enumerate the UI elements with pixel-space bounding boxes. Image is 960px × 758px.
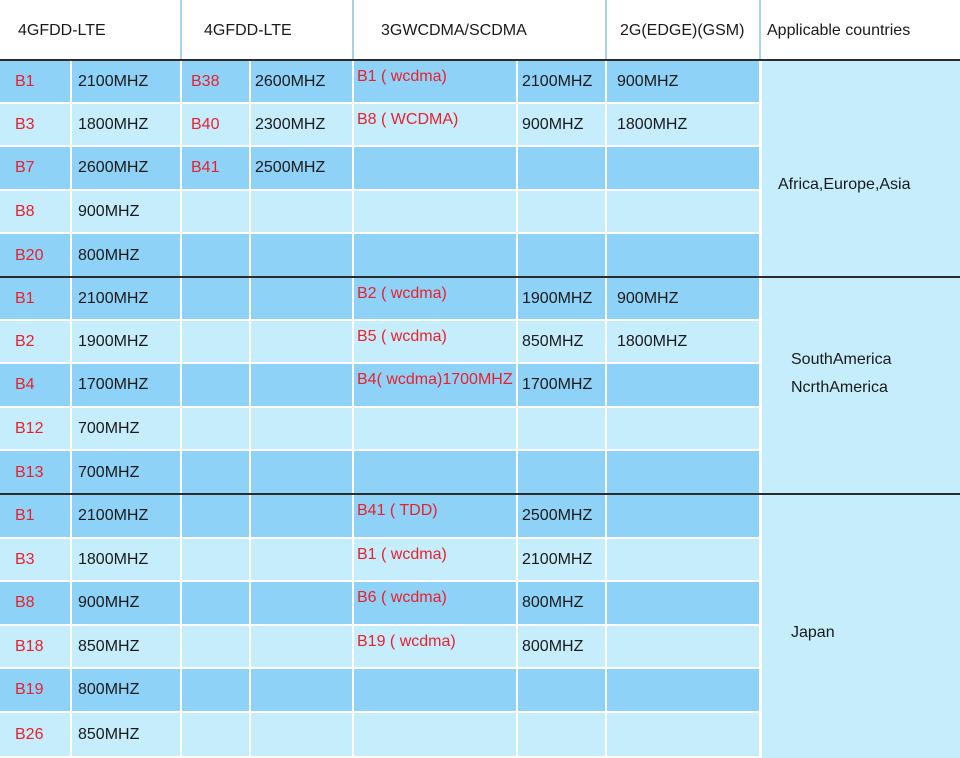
column-divider	[70, 104, 72, 145]
cell-f1: 700MHZ	[78, 464, 140, 481]
cell-f3: 900MHZ	[522, 116, 584, 133]
table-row	[0, 713, 760, 756]
column-divider	[516, 234, 518, 277]
cell-b3: B6 ( wcdma)	[357, 589, 447, 606]
column-divider	[70, 61, 72, 102]
table-row	[0, 669, 760, 711]
column-divider	[516, 539, 518, 580]
column-divider	[352, 669, 354, 711]
column-divider	[70, 278, 72, 319]
cell-b1: B3	[15, 551, 35, 568]
cell-b1: B7	[15, 159, 35, 176]
column-divider	[352, 147, 354, 189]
cell-b3: B2 ( wcdma)	[357, 285, 447, 302]
column-divider	[516, 364, 518, 406]
country-label: Japan	[791, 624, 835, 641]
cell-b1: B4	[15, 376, 35, 393]
column-divider	[70, 408, 72, 449]
table-row	[0, 147, 760, 189]
column-divider	[605, 539, 607, 580]
column-divider	[605, 104, 607, 145]
column-divider	[516, 582, 518, 624]
column-divider	[352, 191, 354, 232]
column-divider	[249, 539, 251, 580]
column-divider	[352, 495, 354, 537]
column-divider	[249, 61, 251, 102]
cell-f1: 1700MHZ	[78, 376, 149, 393]
cell-f3: 1700MHZ	[522, 376, 593, 393]
column-divider	[70, 321, 72, 362]
cell-f3: 2100MHZ	[522, 551, 593, 568]
cell-b1: B13	[15, 464, 44, 481]
cell-g: 1800MHZ	[617, 333, 688, 350]
column-divider	[516, 626, 518, 667]
column-divider	[70, 147, 72, 189]
table-row	[0, 495, 760, 537]
header-divider	[759, 0, 761, 59]
column-divider	[516, 408, 518, 449]
cell-f2: 2600MHZ	[255, 73, 326, 90]
header-divider	[180, 0, 182, 59]
column-divider	[249, 364, 251, 406]
column-divider	[352, 408, 354, 449]
column-divider	[180, 321, 182, 362]
column-divider	[180, 61, 182, 102]
column-divider	[180, 408, 182, 449]
column-divider	[605, 626, 607, 667]
column-divider	[180, 147, 182, 189]
column-divider	[249, 408, 251, 449]
cell-b3: B41 ( TDD)	[357, 502, 438, 519]
column-divider	[249, 713, 251, 756]
cell-b3: B8 ( WCDMA)	[357, 111, 459, 128]
column-divider	[70, 364, 72, 406]
column-divider	[249, 495, 251, 537]
column-divider	[180, 364, 182, 406]
column-divider	[605, 61, 607, 102]
cell-f3: 800MHZ	[522, 638, 584, 655]
column-divider	[605, 278, 607, 319]
header-2g: 2G(EDGE)(GSM)	[620, 22, 745, 39]
column-divider	[249, 278, 251, 319]
cell-b2: B41	[191, 159, 220, 176]
column-divider	[605, 147, 607, 189]
cell-g: 900MHZ	[617, 73, 679, 90]
column-divider	[180, 451, 182, 494]
table-row	[0, 364, 760, 406]
column-divider	[249, 321, 251, 362]
column-divider	[516, 278, 518, 319]
cell-f2: 2300MHZ	[255, 116, 326, 133]
cell-f1: 2600MHZ	[78, 159, 149, 176]
column-divider	[180, 278, 182, 319]
column-divider	[352, 278, 354, 319]
column-divider	[180, 582, 182, 624]
column-divider	[180, 713, 182, 756]
table-row	[0, 539, 760, 580]
cell-b3: B4( wcdma)1700MHZ	[357, 371, 513, 388]
column-divider	[70, 626, 72, 667]
table-row	[0, 234, 760, 277]
column-divider	[605, 408, 607, 449]
cell-b2: B40	[191, 116, 220, 133]
column-divider	[352, 713, 354, 756]
country-label: NcrthAmerica	[791, 379, 888, 396]
column-divider	[516, 495, 518, 537]
region-group	[0, 61, 960, 276]
column-divider	[180, 234, 182, 277]
cell-b3: B1 ( wcdma)	[357, 546, 447, 563]
column-divider	[249, 626, 251, 667]
table-row	[0, 408, 760, 449]
table-body	[0, 61, 960, 758]
countries-cell	[762, 61, 960, 276]
cell-f3: 1900MHZ	[522, 290, 593, 307]
column-divider	[516, 147, 518, 189]
cell-b1: B12	[15, 420, 44, 437]
column-divider	[605, 364, 607, 406]
cell-b1: B18	[15, 638, 44, 655]
column-divider	[516, 713, 518, 756]
cell-f1: 1800MHZ	[78, 116, 149, 133]
cell-b1: B20	[15, 247, 44, 264]
cell-f3: 850MHZ	[522, 333, 584, 350]
cell-b1: B8	[15, 594, 35, 611]
column-divider	[516, 321, 518, 362]
column-divider	[605, 495, 607, 537]
column-divider	[180, 626, 182, 667]
cell-f1: 1800MHZ	[78, 551, 149, 568]
cell-b1: B1	[15, 290, 35, 307]
cell-g: 1800MHZ	[617, 116, 688, 133]
column-divider	[605, 321, 607, 362]
column-divider	[70, 669, 72, 711]
header-3g: 3GWCDMA/SCDMA	[381, 22, 527, 39]
cell-b1: B26	[15, 726, 44, 743]
column-divider	[516, 191, 518, 232]
cell-f1: 800MHZ	[78, 247, 140, 264]
column-divider	[180, 191, 182, 232]
cell-b2: B38	[191, 73, 220, 90]
cell-f1: 2100MHZ	[78, 73, 149, 90]
header-4g-lte-2: 4GFDD-LTE	[204, 22, 292, 39]
table-row	[0, 191, 760, 232]
column-divider	[605, 713, 607, 756]
column-divider	[249, 669, 251, 711]
column-divider	[352, 61, 354, 102]
cell-f1: 2100MHZ	[78, 507, 149, 524]
cell-b1: B3	[15, 116, 35, 133]
cell-b3: B19 ( wcdma)	[357, 633, 456, 650]
column-divider	[516, 104, 518, 145]
column-divider	[70, 713, 72, 756]
cell-f1: 850MHZ	[78, 638, 140, 655]
cell-f1: 2100MHZ	[78, 290, 149, 307]
column-divider	[352, 539, 354, 580]
column-divider	[70, 495, 72, 537]
cell-b1: B1	[15, 73, 35, 90]
column-divider	[605, 669, 607, 711]
countries-cell	[762, 495, 960, 758]
cell-f1: 900MHZ	[78, 594, 140, 611]
column-divider	[70, 451, 72, 494]
header-4g-lte-1: 4GFDD-LTE	[18, 22, 106, 39]
column-divider	[249, 147, 251, 189]
column-divider	[180, 539, 182, 580]
column-divider	[352, 104, 354, 145]
column-divider	[249, 582, 251, 624]
column-divider	[605, 234, 607, 277]
country-label: SouthAmerica	[791, 351, 892, 368]
column-divider	[605, 191, 607, 232]
cell-f1: 900MHZ	[78, 203, 140, 220]
table-row	[0, 582, 760, 624]
column-divider	[516, 451, 518, 494]
column-divider	[516, 61, 518, 102]
table-row	[0, 451, 760, 494]
header-divider	[352, 0, 354, 59]
cell-b1: B1	[15, 507, 35, 524]
countries-cell	[762, 278, 960, 493]
cell-f1: 700MHZ	[78, 420, 140, 437]
table-row	[0, 278, 760, 319]
cell-f2: 2500MHZ	[255, 159, 326, 176]
cell-b3: B1 ( wcdma)	[357, 68, 447, 85]
column-divider	[516, 669, 518, 711]
cell-b3: B5 ( wcdma)	[357, 328, 447, 345]
country-label: Africa,Europe,Asia	[778, 176, 911, 193]
header-divider	[605, 0, 607, 59]
cell-b1: B8	[15, 203, 35, 220]
column-divider	[352, 582, 354, 624]
column-divider	[352, 364, 354, 406]
cell-b1: B19	[15, 681, 44, 698]
column-divider	[249, 234, 251, 277]
cell-f3: 2100MHZ	[522, 73, 593, 90]
column-divider	[605, 582, 607, 624]
column-divider	[180, 669, 182, 711]
column-divider	[180, 495, 182, 537]
column-divider	[70, 191, 72, 232]
cell-f1: 850MHZ	[78, 726, 140, 743]
table-row	[0, 104, 760, 145]
cell-g: 900MHZ	[617, 290, 679, 307]
column-divider	[605, 451, 607, 494]
column-divider	[249, 104, 251, 145]
column-divider	[352, 626, 354, 667]
cell-f3: 2500MHZ	[522, 507, 593, 524]
column-divider	[352, 451, 354, 494]
cell-b1: B2	[15, 333, 35, 350]
column-divider	[352, 234, 354, 277]
column-divider	[352, 321, 354, 362]
region-group	[0, 278, 960, 493]
cell-f1: 1900MHZ	[78, 333, 149, 350]
table-row	[0, 321, 760, 362]
table-row	[0, 61, 760, 102]
column-divider	[180, 104, 182, 145]
cell-f3: 800MHZ	[522, 594, 584, 611]
column-divider	[70, 539, 72, 580]
column-divider	[70, 582, 72, 624]
column-divider	[249, 191, 251, 232]
table-header	[0, 0, 960, 59]
region-group	[0, 495, 960, 758]
column-divider	[249, 451, 251, 494]
cell-f1: 800MHZ	[78, 681, 140, 698]
table-row	[0, 626, 760, 667]
header-countries: Applicable countries	[767, 22, 911, 39]
column-divider	[70, 234, 72, 277]
